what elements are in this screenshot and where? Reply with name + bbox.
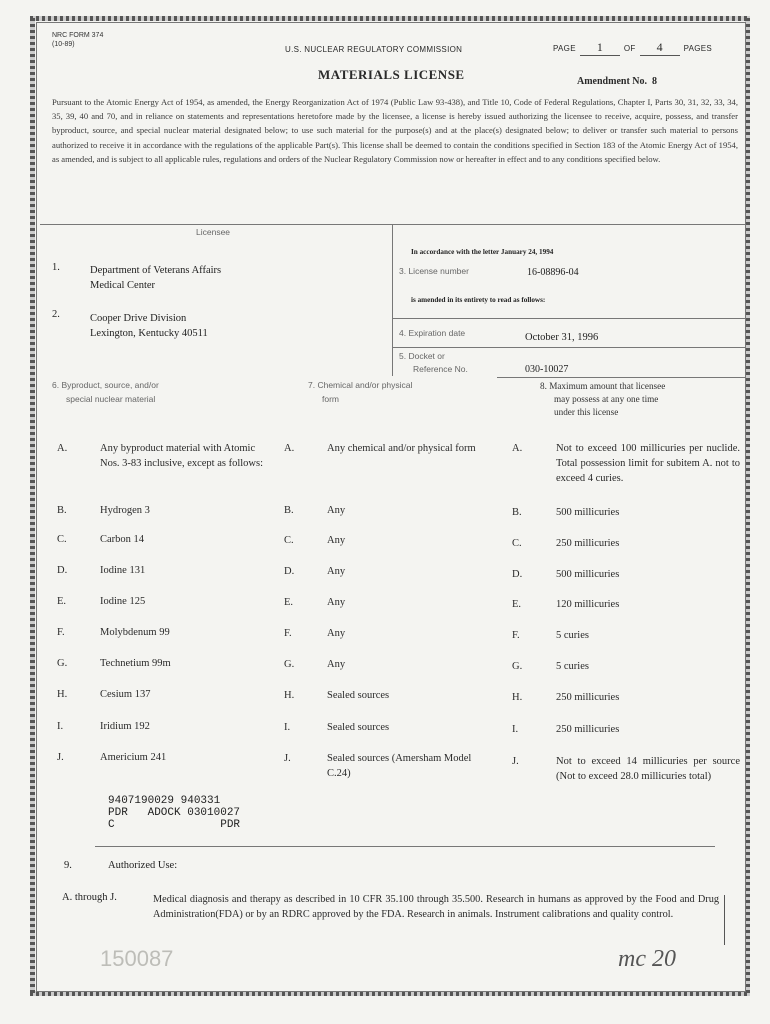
row-i-amount-letter: I. (512, 724, 519, 735)
expiration-label: 4. Expiration date (399, 328, 466, 338)
page-number: 1 (580, 40, 620, 56)
row-e-amount-letter: E. (512, 599, 522, 610)
row-f-form: Any (327, 628, 346, 639)
form-number: NRC FORM 374 (52, 32, 104, 39)
divider-authorized-use (95, 846, 715, 847)
stamp-line-3: C PDR (108, 819, 241, 831)
authorized-use-range: A. through J. (62, 892, 117, 903)
license-number: 16-08896-04 (527, 267, 579, 278)
row-g-form-letter: G. (284, 659, 295, 670)
license-number-label: 3. License number (399, 266, 469, 276)
row-c-letter: C. (57, 534, 67, 545)
row-a-form-letter: A. (284, 443, 295, 454)
border-chain-top (30, 16, 750, 21)
row-e-letter: E. (57, 596, 67, 607)
border-chain-left (30, 18, 35, 993)
expiration-date: October 31, 1996 (525, 332, 599, 343)
row-a-material: Any byproduct material with Atomic Nos. 3-83 inclusive, except as follows: (100, 443, 264, 469)
row-b-form: Any (327, 505, 346, 516)
row-j-amount: Not to exceed 14 millicuries per source (Not to exceed 28.0 millicuries total) (556, 756, 740, 782)
divider-docket-top (392, 347, 745, 348)
item-9-number: 9. (64, 860, 72, 871)
row-g-amount-letter: G. (512, 661, 523, 672)
row-b-form-letter: B. (284, 505, 294, 516)
row-c-amount: 250 millicuries (556, 538, 620, 549)
divider-licensee-vertical (392, 224, 393, 376)
row-i-form-letter: I. (284, 722, 291, 733)
row-c-form-letter: C. (284, 535, 294, 546)
col8-header (540, 380, 665, 419)
item-1-number: 1. (52, 262, 60, 273)
col7-header-1: 7. Chemical and/or physical (308, 380, 413, 390)
row-g-amount: 5 curies (556, 661, 589, 672)
row-f-amount: 5 curies (556, 630, 589, 641)
row-a-letter: A. (57, 443, 68, 454)
document-title: MATERIALS LICENSE (318, 67, 465, 82)
row-d-form: Any (327, 566, 346, 577)
authorized-use-label: Authorized Use: (108, 860, 178, 871)
row-h-material: Cesium 137 (100, 689, 151, 700)
row-e-form-letter: E. (284, 597, 294, 608)
faint-number: 150087 (100, 946, 174, 971)
stamp-line-1: 9407190029 940331 (108, 795, 221, 807)
row-e-material: Iodine 125 (100, 596, 146, 607)
page-label: PAGE (553, 44, 576, 53)
docket-label-2: Reference No. (413, 364, 468, 374)
row-f-amount-letter: F. (512, 630, 520, 641)
row-g-material: Technetium 99m (100, 658, 171, 669)
row-j-amount-letter: J. (512, 756, 519, 767)
row-d-letter: D. (57, 565, 68, 576)
row-f-letter: F. (57, 627, 65, 638)
row-h-form-letter: H. (284, 690, 295, 701)
row-d-material: Iodine 131 (100, 565, 146, 576)
row-j-letter: J. (57, 752, 64, 763)
accordance-text: In accordance with the letter January 24, 1994 (411, 248, 554, 256)
col8-header-3: under this license (554, 407, 619, 417)
row-i-material: Iridium 192 (100, 721, 150, 732)
row-h-letter: H. (57, 689, 68, 700)
licensee-name-2: Medical Center (90, 280, 156, 291)
row-a-amount: Not to exceed 100 millicuries per nuclide. Total possession limit for subitem A. not to exceed 4 curies. (556, 443, 740, 484)
licensee-address-1: Cooper Drive Division (90, 313, 187, 324)
row-h-amount-letter: H. (512, 692, 523, 703)
docket-label-1: 5. Docket or (399, 351, 445, 361)
row-f-material: Molybdenum 99 (100, 627, 170, 638)
col8-header-2: may possess at any one time (554, 394, 659, 404)
row-j-material: Americium 241 (100, 752, 167, 763)
row-j-form: Sealed sources (Amersham Model C.24) (327, 753, 472, 779)
item-2-number: 2. (52, 309, 60, 320)
row-b-material: Hydrogen 3 (100, 505, 150, 516)
margin-mark (724, 895, 725, 945)
row-d-amount-letter: D. (512, 569, 523, 580)
row-c-material: Carbon 14 (100, 534, 145, 545)
col6-header-2: special nuclear material (66, 394, 156, 404)
row-i-letter: I. (57, 721, 64, 732)
of-label: OF (623, 44, 636, 53)
handwritten-initials: mc 20 (618, 946, 676, 972)
amended-text: is amended in its entirety to read as follows: (411, 296, 546, 304)
authorized-use-text: Medical diagnosis and therapy as described in 10 CFR 35.100 through 35.500. Research in humans as approved by the Food and Drug Administration(FDA) or by an RDRC approved by the FDA. Research in animals. Instrument calibrations and quality control. (153, 894, 719, 920)
row-e-form: Any (327, 597, 346, 608)
row-a-form: Any chemical and/or physical form (327, 443, 476, 454)
row-e-amount: 120 millicuries (556, 599, 620, 610)
row-b-amount: 500 millicuries (556, 507, 620, 518)
stamp-line-2: PDR ADOCK 03010027 (108, 807, 241, 819)
row-h-amount: 250 millicuries (556, 692, 620, 703)
row-c-form: Any (327, 535, 346, 546)
pages-label: PAGES (683, 44, 713, 53)
col6-header-1: 6. Byproduct, source, and/or (52, 380, 159, 390)
col8-header-1: 8. Maximum amount that licensee (540, 381, 666, 391)
divider-expiration-top (392, 318, 745, 319)
licensee-header: Licensee (196, 227, 231, 237)
row-d-amount: 500 millicuries (556, 569, 620, 580)
amendment-number: Amendment No. 8 (577, 76, 657, 87)
preamble-text: Pursuant to the Atomic Energy Act of 1954, as amended, the Energy Reorganization Act of 1974 (Public Law 93-438), and Title 10, Code of Federal Regulations, Chapter I, Parts 30, 31, 32, 33, 34, 35, 39, 40 and 70, and in reliance on statements and representations heretofore made by the licensee, a license is hereby issued authorizing the licensee to receive, acquire, possess, and transfer byproduct, source, and special nuclear material designated below; to use such material for the purpose(s) and at the place(s) designated below; to deliver or transfer such material to persons authorized to receive it in accordance with the regulations of the applicable Part(s). This license shall be deemed to contain the conditions specified in Section 183 of the Atomic Energy Act of 1954, as amended, and is subject to all applicable rules, regulations and orders of the Nuclear Regulatory Commission now or hereafter in effect and to any conditions specified below. (52, 97, 738, 164)
row-g-form: Any (327, 659, 346, 670)
row-c-amount-letter: C. (512, 538, 522, 549)
row-b-amount-letter: B. (512, 507, 522, 518)
row-b-letter: B. (57, 505, 67, 516)
row-f-form-letter: F. (284, 628, 292, 639)
row-d-form-letter: D. (284, 566, 295, 577)
row-a-amount-letter: A. (512, 443, 523, 454)
licensee-name-1: Department of Veterans Affairs (90, 265, 222, 276)
page-total: 4 (640, 40, 680, 56)
row-i-amount: 250 millicuries (556, 724, 620, 735)
docket-number: 030-10027 (525, 364, 569, 375)
licensee-address-2: Lexington, Kentucky 40511 (90, 328, 208, 339)
row-h-form: Sealed sources (327, 690, 390, 701)
agency-name: U.S. NUCLEAR REGULATORY COMMISSION (285, 45, 463, 54)
divider-docket-bottom (497, 377, 745, 378)
row-j-form-letter: J. (284, 753, 291, 764)
page-counter (553, 38, 712, 56)
form-revision: (10-89) (52, 41, 75, 48)
row-g-letter: G. (57, 658, 68, 669)
row-i-form: Sealed sources (327, 722, 390, 733)
col7-header-2: form (322, 394, 339, 404)
